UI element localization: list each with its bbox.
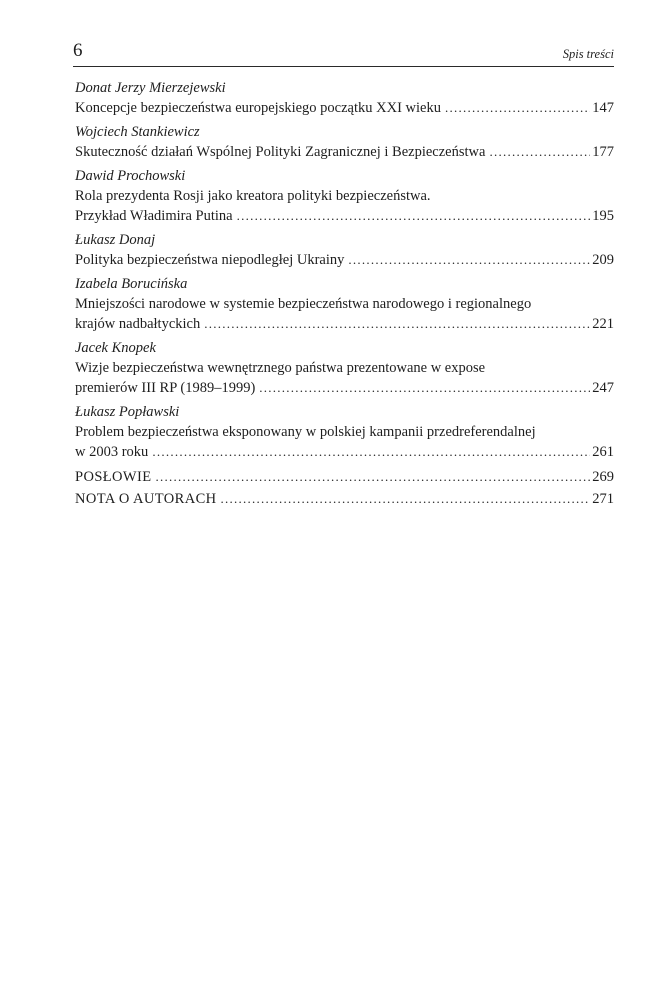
- section-title: Spis treści: [562, 47, 614, 61]
- toc-author: Wojciech Stankiewicz: [75, 124, 200, 140]
- toc-title-line: [75, 250, 614, 270]
- toc-page-number: 195: [592, 208, 614, 224]
- toc-entry: [75, 79, 614, 118]
- dot-leader: [152, 442, 590, 462]
- dot-leader: [445, 98, 590, 118]
- toc-page-number: 271: [592, 491, 614, 507]
- toc-title: Koncepcje bezpieczeństwa europejskiego początku XXI wieku: [75, 100, 441, 116]
- toc-title: Wizje bezpieczeństwa wewnętrznego państwa prezentowane w expose: [75, 360, 486, 376]
- toc-author: Jacek Knopek: [75, 340, 156, 356]
- toc-page-number: 261: [592, 444, 614, 460]
- toc-entry-afterword: [75, 467, 614, 487]
- toc-entry: [75, 123, 614, 162]
- toc-page-number: 209: [592, 252, 614, 268]
- toc-entry: [75, 275, 614, 334]
- dot-leader: [221, 489, 591, 509]
- toc-title: NOTA O AUTORACH: [75, 491, 217, 507]
- toc-page-number: 247: [592, 380, 614, 396]
- table-of-contents: [75, 79, 614, 511]
- toc-title: Polityka bezpieczeństwa niepodległej Ukrainy: [75, 252, 345, 268]
- toc-title-continuation: Przykład Władimira Putina: [75, 208, 233, 224]
- toc-title-line: [75, 314, 614, 334]
- dot-leader: [156, 467, 591, 487]
- toc-title: POSŁOWIE: [75, 469, 152, 485]
- toc-author: Łukasz Donaj: [75, 232, 156, 248]
- dot-leader: [259, 378, 590, 398]
- running-head: [73, 40, 614, 67]
- dot-leader: [489, 142, 590, 162]
- toc-author: Izabela Borucińska: [75, 276, 188, 292]
- toc-page-number: 269: [592, 469, 614, 485]
- page-number: 6: [73, 40, 83, 61]
- toc-title-line: [75, 98, 614, 118]
- toc-author: Łukasz Popławski: [75, 404, 180, 420]
- toc-entry: [75, 403, 614, 462]
- toc-page-number: 147: [592, 100, 614, 116]
- toc-title-line: [75, 142, 614, 162]
- toc-author: Dawid Prochowski: [75, 168, 186, 184]
- toc-title: Problem bezpieczeństwa eksponowany w polskiej kampanii przedreferendalnej: [75, 424, 536, 440]
- toc-title: Mniejszości narodowe w systemie bezpieczeństwa narodowego i regionalnego: [75, 296, 532, 312]
- toc-title-line: [75, 206, 614, 226]
- dot-leader: [348, 250, 590, 270]
- dot-leader: [237, 206, 591, 226]
- toc-title-continuation: w 2003 roku: [75, 444, 149, 460]
- toc-title-continuation: premierów III RP (1989–1999): [75, 380, 256, 396]
- toc-title-line: [75, 442, 614, 462]
- toc-entry: [75, 231, 614, 270]
- toc-title: Rola prezydenta Rosji jako kreatora polityki bezpieczeństwa.: [75, 188, 431, 204]
- toc-title-line: [75, 467, 614, 487]
- toc-page-number: 221: [592, 316, 614, 332]
- toc-title-line: [75, 378, 614, 398]
- toc-entry-authors-note: [75, 489, 614, 509]
- toc-title-line: [75, 489, 614, 509]
- toc-entry: [75, 339, 614, 398]
- toc-author: Donat Jerzy Mierzejewski: [75, 80, 226, 96]
- toc-entry: [75, 167, 614, 226]
- toc-page-number: 177: [592, 144, 614, 160]
- toc-title: Skuteczność działań Wspólnej Polityki Zagranicznej i Bezpieczeństwa: [75, 144, 486, 160]
- dot-leader: [204, 314, 590, 334]
- toc-title-continuation: krajów nadbałtyckich: [75, 316, 201, 332]
